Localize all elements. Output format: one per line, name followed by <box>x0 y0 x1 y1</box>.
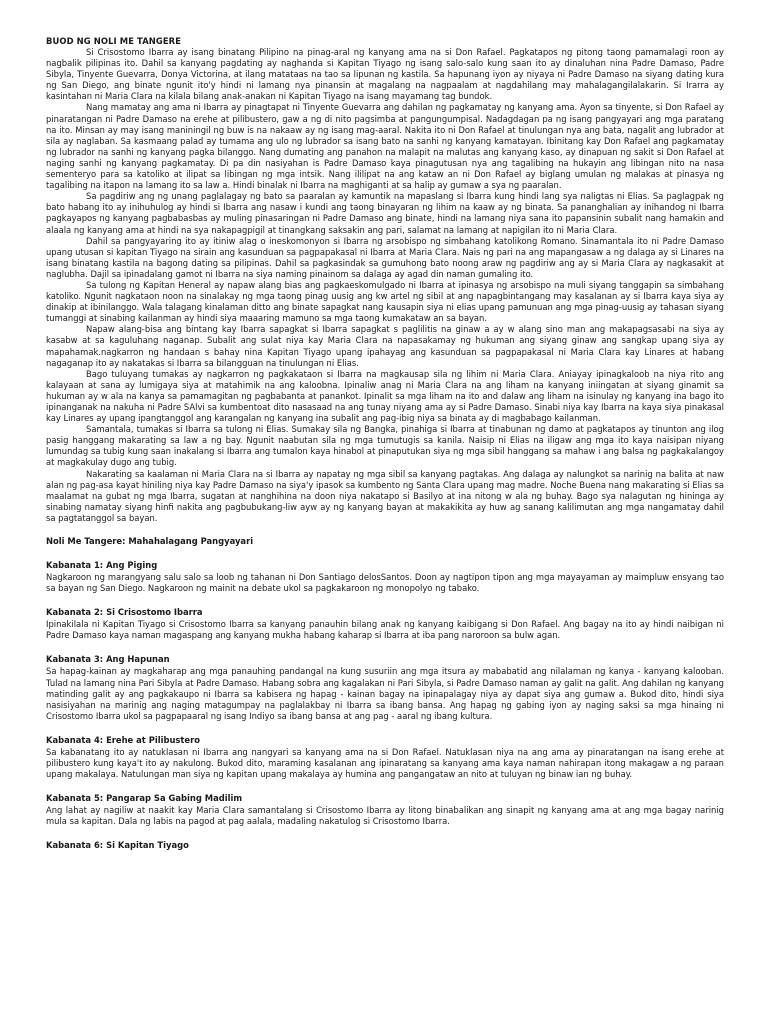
summary-paragraph-1: Si Crisostomo Ibarra ay isang binatang Pilipino na pinag-aral ng kanyang ama na si Don Rafael. Pagkatapos ng pitong taong pamamalagi roon ay nagbalik pilipinas ito. Dahil sa kanyang pagdating ay naghanda si Kapitan Tiyago ng isang salo-salo kung saan ito ay dinaluhan nina Padre Damaso, Padre Sibyla, Tinyente Guevarra, Donya Victorina, at ilang matataas na tao sa lipunan ng kastila. Sa hapunang iyon ay niyaya ni Padre Damaso na siyang dating kura ng San Diego, ang binate ngunit ito'y hindi ni lamang nya pinansin at magalang na nagpaalam at nagdahilang may mahalagangilalakarin. Si Irarra ay kasintahan ni Maria Clara na kilala bilang anak-anakan ni Kapitan Tiyago na isang mayamang tag bundok. <box>46 47 724 102</box>
summary-paragraph-4: Dahil sa pangyayaring ito ay itiniw alag o ineskomonyon si Ibarra ng arsobispo ng simbahang katolikong Romano. Sinamantala ito ni Padre Damaso upang utusan si kapitan Tiyago na sirain ang kasunduan sa pagpapakasal ni Ibarra at Maria Clara. Nais ng pari na ang mapangasaw a ng dalaga ay si Linares na isang binatang kastila na bagong dating sa pilipinas. Dahil sa pagkasindak sa gumuhong bato noong araw ng pagdiriw ang ay si Maria Clara ay nagkasakit at naglubha. Dajil sa ipinadalang gamot ni Ibarra na siya naming pinainom sa dalaga ay agad din naman gumaling ito. <box>46 235 724 279</box>
summary-paragraph-9: Nakarating sa kaalaman ni Maria Clara na si Ibarra ay napatay ng mga sibil sa kanyang pagtakas. Ang dalaga ay nalungkot sa narinig na balita at naw alan ng pag-asa kayat hiniling niya kay Padre Damaso na siya'y ipasok sa kumbento ng Santa Clara upang mag madre. Noche Buena nang makarating si Elias sa maalamat na gubat ng mga Ibarra, sugatan at nanghihina na doon niya nakatapo si Basilyo at ina nitong w ala ng buhay. Bago sya nalagutan ng hininga ay sinabing namatay siyang hinfi nakita ang pagbubukang-liw ayw ay ng kanyang bayan at makakikita ay huw ag sanang kalilimutan ang mga nangamatay dahil sa pagtatanggol sa bayan. <box>46 468 724 523</box>
chapter-5-title: Kabanata 5: Pangarap Sa Gabing Madilim <box>46 793 243 804</box>
summary-paragraph-2: Nang mamatay ang ama ni Ibarra ay pinagtapat ni Tinyente Guevarra ang dahilan ng pagkamatay ng kanyang ama. Ayon sa tinyente, si Don Rafael ay pinaratangan ni Padre Damaso na erehe at pilibustero, gaw a ng di nito pagsimba at pangungumpisal. Nadagdagan pa ng isang pangyayari ang mga paratang na ito. Minsan ay may isang maniningil ng buw is na nakaaw ay ng isang mag-aaral. Nakita ito ni Don Rafael at tinulungan nya ang bata, nagalit ang lubrador at sila ay naglaban. Sa kasmaang palad ay tumama ang ulo ng lubrador sa isang bato na sanhi ng kanyang kamatayan. Ibinitang kay Don Rafael ang pagkamatay ng lubrador na sanhi ng kanyang pagka bilanggo. Nang dumating ang panahon na malapit na malutas ang kanyang kaso, ay dinapuan ng sakit si Don Rafael at naging sanhi ng kanyang pagkamatay. Di pa din nasiyahan is Padre Damaso kaya pinagutusan nya ang tagalibing na hukayin ang libingan nito na nasa sementeryo para sa katoliko at ilipat sa libingan ng mga intsik. Nang ililipat na ang kataw an ni Don Rafael ay biglang umulan ng malakas at pinasya ng tagalibing na itapon na lamang ito sa law a. Hindi binalak ni Ibarra na maghiganti at sa halip ay gumaw a sya ng paaralan. <box>46 102 724 191</box>
chapter-2-body: Ipinakilala ni Kapitan Tiyago si Crisostomo Ibarra sa kanyang panauhin bilang anak ng kanyang kaibigang si Don Rafael. Ang bagay na ito ay hindi naibigan ni Padre Damaso kaya naman magaspang ang kanyang mukha habang kaharap si Ibarra at iba pang naroroon sa bulw agan. <box>46 619 724 641</box>
summary-paragraph-7: Bago tuluyang tumakas ay nagkarron ng pagkakataon si Ibarra na magkausap sila ng lihim ni Maria Clara. Aniayay ipinagkaloob na niya rito ang kalayaan at sana ay lumigaya siya at matahimik na ang kaloobna. Ipinaliw anag ni Maria Clara na ang liham na kanyang iniingatan at siyang ginamit sa hukuman ay w ala na kanya sa pamamagitan ng pagbabanta at panankot. Ipinalit sa mga liham na ito and dalaw ang liham na isinulay ng kanyang ina bago ito ipinanganak na nakuha ni Padre SAlvi sa kumbentoat dito nasasaad na ang tunay niyang ama ay si Padre Damaso. Sinabi niya kay Ibarra na kaya siya pinakasal kay Linares ay upang ipangtanggol ang karangalan ng kanyang ina subalit ang pag-ibig niya sa binata ay di magbabago kailanman. <box>46 368 724 424</box>
chapter-1-body: Nagkaroon ng marangyang salu salo sa loob ng tahanan ni Don Santiago delosSantos. Doon ay nagtipon tipon ang mga mayayaman ay maimpluw ensyang tao sa bayan ng San Diego. Nagkaroon ng mainit na debate ukol sa pagkakaroon ng monopolyo ng tabako. <box>46 572 724 594</box>
chapter-4-body: Sa kabanatang ito ay natuklasan ni Ibarra ang nangyari sa kanyang ama na si Don Rafael. Natuklasan niya na ang ama ay pinaratangan na isang erehe at pilibustero kung kaya't ito ay nakulong. Bukod dito, maraming kasalanan ang ipinaratang sa kanyang ama kaya naman nahirapan itong makagaw a ng paraan upang makalaya. Natulungan man siya ng kapitan upang makalaya ay humina ang pangangataw an nito at tuluyan ng binaw ian ng buhay. <box>46 746 724 780</box>
summary-paragraph-3: Sa pagdiriw ang ng unang paglalagay ng bato sa paaralan ay kamuntik na mapaslang si Ibarra kung hindi lang sya naligtas ni Elias. Sa paglagpak ng bato habang ito ay inihuhulog ay hindi si Ibarra ang nasaw i kundi ang taong binayaran ng lihim na kaaw ay ng binata. Sa pananghalian ay inihandog ni Ibarra pagkayapos ng kanyang pagbabasbas ay muling pinasaringan ni Padre Damaso ang binate, hindi na lamang niya sana ito papansinin subalit nang hamakin and alaala ng kanyang ama at hindi na sya nakapagpigil at tinangkang saksakin ang pari, salamat na lamang at napigilan ito ni Maria Clara. <box>46 191 724 235</box>
chapter-5-body: Ang lahat ay nagiliw at naakit kay Maria Clara samantalang si Crisostomo Ibarra ay litong binabalikan ang sinapit ng kanyang ama at ang mga bagay narinig mula sa kapitan. Dala ng labis na pagod at pag aalala, madaling nakatulog si Crisostomo Ibarra. <box>46 805 724 827</box>
chapter-4-title: Kabanata 4: Erehe at Pilibustero <box>46 734 200 745</box>
summary-paragraph-5: Sa tulong ng Kapitan Heneral ay napaw alang bias ang pagkaeskomulgado ni Ibarra at ipinasya ng arsobispo na muli siyang tanggapin sa simbahang katoliko. Ngunit nagkataon noon na sinalakay ng mga taong pinag uusig ang kw artel ng sibil at ang napagbintangang may kasalanan ay si Ibarra kaya siya ay dinakip at ibinilanggo. Wala talagang kinalaman ditto ang binate sapagkat nang kausapin siya ni elias upang pamunuan ang mga pinag-uusig ay tahasan siyang tumanggi at sinabing kailanman ay hindi siya maaaring mamuno sa mga taong kumakataw an sa bayan. <box>46 279 724 324</box>
chapter-2-title: Kabanata 2: Si Crisostomo Ibarra <box>46 607 203 618</box>
summary-paragraph-6: Napaw alang-bisa ang bintang kay Ibarra sapagkat si Ibarra sapagkat s paglilitis na ginaw a ay w alang sino man ang makapagsasabi na siya ay kasabw at sa kaguluhang naganap. Subalit ang sulat niya kay Maria Clara na napasakamay ng hukuman ang siyang ginaw ang sangkap upang siya ay mapahamak.nagkarron ng handaan s bahay nina Kapitan Tiyago upang ipahayag ang kasunduan sa pagpapakasal ni Maria Clara kay Linares at habang nagaganap ito ay nakatakas si Ibarra sa bilangguan na tinulungan ni Elias. <box>46 324 724 368</box>
summary-paragraph-8: Samantala, tumakas si Ibarra sa tulong ni Elias. Sumakay sila ng Bangka, pinahiga si Ibarra at tinabunan ng damo at pagkatapos ay tinunton ang ilog pasig hanggang makarating sa law a ng bay. Ngunit naabutan sila ng mga tumutugis sa kanila. Naisip ni Elias na iligaw ang mga ito kaya naisipan niyang lumundag sa tubig kung saan inakalang si Ibarra ang tumalon kaya hinabol at pinaputukan siya ng mga sibil hanggang sa mahaw i ang balsa ng pagkakalangoy at magkakulay dugo ang tubig. <box>46 424 724 468</box>
chapter-1-title: Kabanata 1: Ang Piging <box>46 560 158 571</box>
chapter-6-title: Kabanata 6: Si Kapitan Tiyago <box>46 840 189 851</box>
chapter-3-body: Sa hapag-kainan ay magkaharap ang mga panauhing pandangal na kung susuriin ang mga itsura ay mababatid ang nilalaman ng kanya - kanyang kalooban. Tulad na lamang nina Pari Sibyla at Padre Damaso. Habang sobra ang kagalakan ni Pari Sibyla, si Padre Damaso naman ay galit na galit. Ang dahilan ng kanyang matinding galit ay ang pagkakaupo ni Ibarra sa kabisera ng hapag - kainan bagay na ipinapalagay niya ay dapat siya ang gumaw a. Bukod dito, hindi siya nasisiyahan na marinig ang naging matagumpay na paglalakbay ni Ibarra sa ibang bansa. Ang hapag ng gabing iyon ay naging saksi sa mga hinaing ni Crisostomo Ibarra ukol sa pagpapaaral ng isang Indiyo sa ibang bansa at ang pag - aaral ng ibang kultura. <box>46 666 724 721</box>
section-title: Noli Me Tangere: Mahahalagang Pangyayari <box>46 536 254 547</box>
document-title: BUOD NG NOLI ME TANGERE <box>46 36 182 46</box>
chapter-3-title: Kabanata 3: Ang Hapunan <box>46 654 170 665</box>
